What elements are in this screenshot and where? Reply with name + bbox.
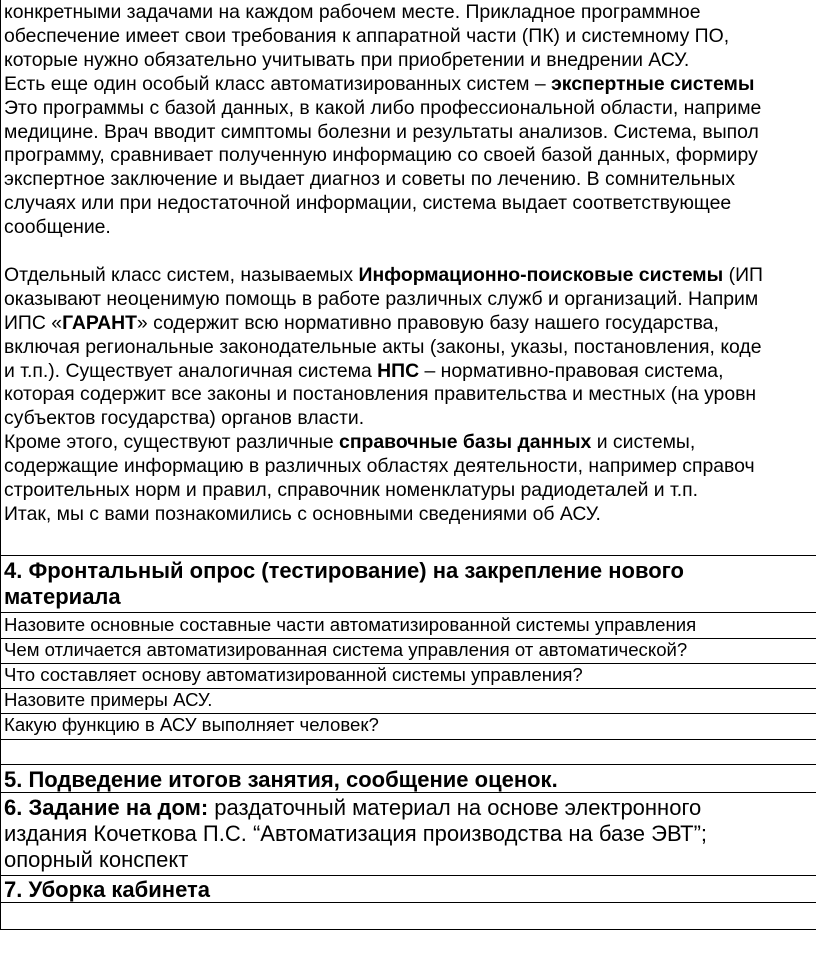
- empty-row: [1, 902, 816, 930]
- question-row: Чем отличается автоматизированная система управления от автоматической?: [1, 638, 816, 663]
- section-7-heading: 7. Уборка кабинета: [1, 875, 816, 902]
- intro-line: обеспечение имеет свои требования к аппаратной части (ПК) и системному ПО,: [4, 24, 730, 47]
- section-5-heading: 5. Подведение итогов занятия, сообщение оценок.: [1, 764, 816, 792]
- section-6-label: 6. Задание на дом:: [4, 795, 209, 820]
- section-6-line3: опорный конспект: [4, 847, 189, 872]
- expert-line: медицине. Врач вводит симптомы болезни и результаты анализов. Система, выпол: [4, 120, 759, 143]
- ips-line: субъектов государства) органов власти.: [4, 407, 365, 430]
- ips-term: Информационно-поисковые системы: [358, 263, 724, 286]
- expert-lead-line: [4, 73, 816, 97]
- reference-line: строительных норм и правил, справочник номенклатуры радиодеталей и т.п.: [4, 479, 699, 502]
- ips-line: включая региональные законодательные акты (законы, указы, постановления, коде: [4, 335, 762, 358]
- section-4-heading: [1, 555, 816, 610]
- ips-garant-pre: ИПС «: [4, 311, 63, 334]
- ips-lead-line: [4, 264, 816, 288]
- blank-line: [4, 240, 816, 264]
- reference-tail: и системы,: [591, 431, 696, 454]
- section-4-title-line2: материала: [4, 584, 121, 609]
- expert-line: случаях или при недостаточной информации, система выдает соответствующее: [4, 192, 732, 215]
- ips-line: которая содержит все законы и постановления правительства и местных (на уровн: [4, 383, 757, 406]
- question-row: Назовите примеры АСУ.: [1, 688, 816, 713]
- reference-term: справочные базы данных: [339, 431, 592, 454]
- ips-nps-line: [4, 360, 816, 384]
- ips-garant-line: [4, 312, 816, 336]
- section-6-homework: [1, 792, 816, 875]
- nps-term: НПС: [377, 359, 420, 382]
- intro-line: которые нужно обязательно учитывать при приобретении и внедрении АСУ.: [4, 48, 690, 71]
- intro-line: конкретными задачами на каждом рабочем месте. Прикладное программное: [4, 1, 701, 23]
- ips-line: оказывают неоценимую помощь в работе различных служб и организаций. Наприм: [4, 287, 759, 310]
- question-row: Что составляет основу автоматизированной системы управления?: [1, 663, 816, 688]
- section-6-text: раздаточный материал на основе электронного: [208, 795, 702, 820]
- empty-row: [1, 739, 816, 761]
- section-4-title-line1: 4. Фронтальный опрос (тестирование) на закрепление нового: [4, 558, 684, 583]
- ips-tail: (ИП: [723, 263, 763, 286]
- ips-lead: Отдельный класс систем, называемых: [4, 263, 359, 286]
- expert-line: сообщение.: [4, 216, 111, 239]
- question-row: Назовите основные составные части автоматизированной системы управления: [1, 612, 816, 638]
- ips-nps-post: – нормативно-правовая система,: [419, 359, 724, 382]
- expert-line: экспертное заключение и выдает диагноз и советы по лечению. В сомнительных: [4, 168, 736, 191]
- question-row: Какую функцию в АСУ выполняет человек?: [1, 713, 816, 739]
- expert-line: программу, сравнивает полученную информацию со своей базой данных, формиру: [4, 144, 758, 167]
- expert-line: Это программы с базой данных, в какой либо профессиональной области, наприме: [4, 96, 762, 119]
- garant-term: ГАРАНТ: [62, 311, 137, 334]
- reference-lead: Кроме этого, существуют различные: [4, 431, 340, 454]
- section-6-line1: [4, 795, 816, 821]
- expert-term: экспертные системы: [551, 72, 755, 95]
- reference-line: содержащие информацию в различных областях деятельности, например справоч: [4, 455, 755, 478]
- lecture-text: [4, 1, 816, 527]
- ips-nps-pre: и т.п.). Существует аналогичная система: [4, 359, 378, 382]
- section-6-line2: издания Кочеткова П.С. “Автоматизация производства на базе ЭВТ”;: [4, 821, 708, 846]
- ips-garant-post: » содержит всю нормативно правовую базу нашего государства,: [136, 311, 719, 334]
- reference-lead-line: [4, 431, 816, 455]
- expert-lead: Есть еще один особый класс автоматизированных систем –: [4, 72, 552, 95]
- reference-line: Итак, мы с вами познакомились с основными сведениями об АСУ.: [4, 503, 601, 526]
